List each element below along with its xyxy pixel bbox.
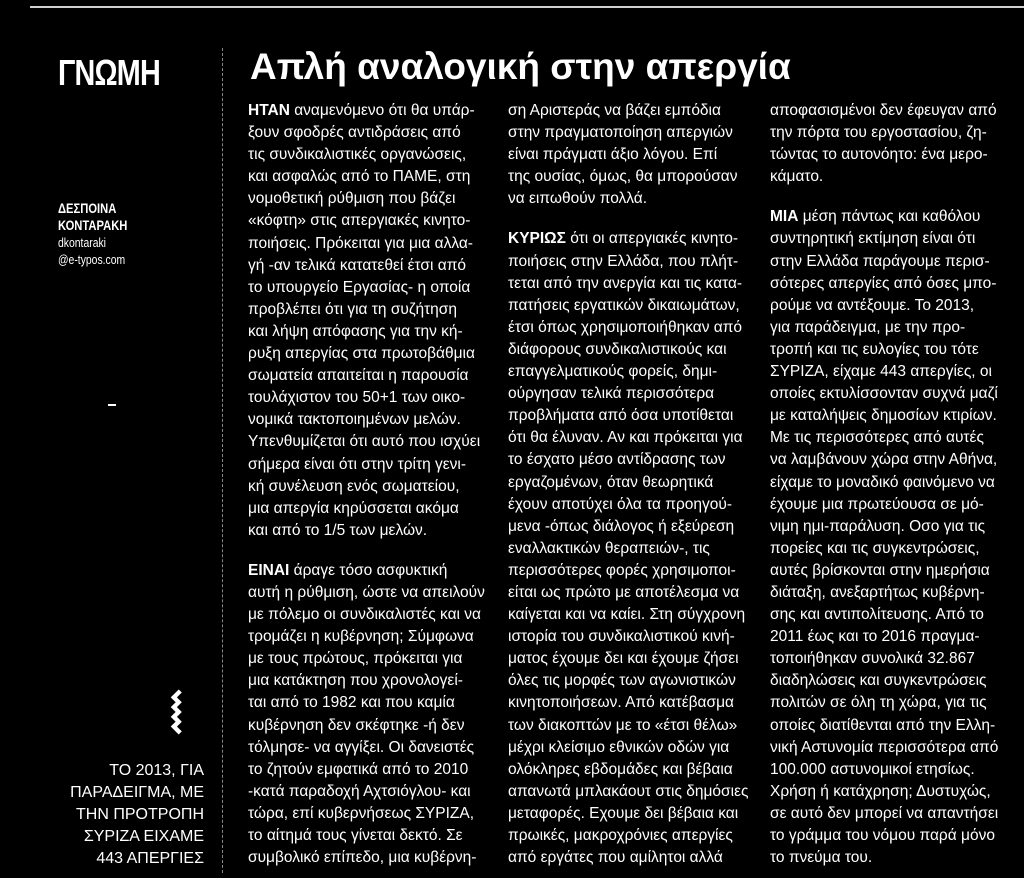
text-line: τώντας το αυτονόητο: ένα μερο- (770, 146, 988, 164)
article-column-1 (248, 100, 493, 869)
text-line: το πνεύμα του. (770, 849, 873, 867)
text-line: οποίες διατίθενται από την Ελλη- (770, 716, 996, 734)
text-line: ολόκληρες εβδομάδες και βέβαια (508, 760, 733, 778)
text-line: αυτές βρίσκονται στην ημερήσια (770, 561, 990, 579)
text-line: ποιήσεις στην Ελλάδα, που πλήτ- (508, 252, 739, 270)
text-line: πορείες και τις συγκεντρώσεις, (770, 539, 980, 557)
text-line: εργαζομένων, όταν θεωρητικά (508, 473, 714, 491)
text-line: να λαμβάνουν χώρα στην Αθήνα, (770, 451, 998, 469)
text-line: το υπουργείο Εργασίας- η οποία (248, 278, 471, 296)
text-line: σότερες απεργίες από όσες μπο- (770, 274, 997, 292)
text-line: απανωτά μπλακάουτ στις δημόσιες (508, 782, 749, 800)
pull-quote (34, 760, 204, 870)
text-line: νιμη ημι-παράλυση. Οσο για τις (770, 517, 986, 535)
article-paragraph (770, 206, 1015, 869)
text-line: αποφασισμένοι δεν έφευγαν από (770, 102, 997, 119)
pull-quote-line: 443 ΑΠΕΡΓΙΕΣ (96, 850, 204, 867)
text-line: ται από το 1982 και που καμία (248, 694, 455, 712)
pull-quote-line: ΤΗΝ ΠΡΟΤΡΟΠΗ (76, 806, 204, 823)
text-line: οποίες εκτυλίσσονταν συχνά μαζί (770, 385, 998, 403)
text-line: ξουν σφοδρές αντιδράσεις από (248, 124, 461, 142)
text-line: αυτή η ρύθμιση, ώστε να απειλούν (248, 583, 485, 601)
text-line: Με τις περισσότερες από αυτές (770, 429, 984, 447)
text-line: 2011 έως και το 2016 πραγμα- (770, 628, 980, 646)
article-paragraph (248, 100, 493, 542)
text-line (248, 100, 493, 122)
text-line-rest: ότι οι απεργιακές κινητο- (565, 230, 739, 248)
text-line: για παράδειγμα, με την προ- (770, 318, 966, 336)
text-line: συντηρητική εκτίμηση είναι ότι (770, 230, 976, 248)
text-line: είναι πράγματι άξιο λόγου. Επί (508, 146, 718, 164)
text-line: πολιτών σε όλη τη χώρα, για τις (770, 694, 987, 712)
text-line: να ειπωθούν πολλά. (508, 190, 648, 208)
text-line: Χρήση ή κατάχρηση; Δυστυχώς, (770, 782, 991, 800)
article-paragraph (508, 228, 753, 869)
text-line: καίγεται και να καίει. Στη σύγχρονη (508, 606, 746, 624)
text-line: τοποιήθηκαν συνολικά 32.867 (770, 650, 975, 668)
text-line: τροπή και τις ευλογίες του τότε (770, 340, 979, 358)
text-line: τουλάχιστον του 50+1 των οικο- (248, 389, 466, 407)
article-column-3 (770, 100, 1015, 869)
text-line: γή -αν τελικά κατατεθεί έτσι από (248, 256, 467, 274)
text-line: κάματο. (770, 168, 824, 186)
text-line: κή συνέλευση ενός σωματείου, (248, 477, 460, 495)
text-line: περισσότερες φορές χρησιμοποι- (508, 561, 736, 579)
text-line: έχουμε μια πρωτεύουσα σε μό- (770, 495, 984, 513)
text-line: τις συνδικαλιστικές οργανώσεις, (248, 146, 467, 164)
text-line: προβλέπει ότι για τη συζήτηση (248, 300, 457, 318)
text-line: επαγγελματικούς φορείς, δημι- (508, 363, 718, 381)
text-line: από εργάτες που αμίλητοι αλλά (508, 849, 723, 867)
author-email: @e-typos.com (58, 252, 126, 267)
text-line: στην πραγματοποίηση απεργιών (508, 124, 733, 142)
text-line: ση Αριστεράς να βάζει εμπόδια (508, 102, 721, 119)
text-line: ρυξη απεργίας στα πρωτοβάθμια (248, 345, 475, 363)
text-line: συμβολικό επίπεδο, μια κυβέρνη- (248, 849, 477, 867)
text-line: μενα -όπως διάλογος ή εξεύρεση (508, 517, 735, 535)
closing-quote-icon: ⧙ (170, 678, 183, 745)
text-line: είται ως πρώτο με αποτέλεσμα να (508, 583, 740, 601)
article-column-2 (508, 100, 753, 869)
sidebar-dash (108, 404, 116, 406)
article-headline: Απλή αναλογική στην απεργία (250, 46, 791, 87)
text-line: ΣΥΡΙΖΑ, είχαμε 443 απεργίες, οι (770, 363, 992, 381)
author-handle: dkontaraki (58, 235, 106, 250)
text-line: 100.000 αστυνομικοί ετησίως. (770, 760, 975, 778)
text-line: νική Αστυνομία περισσότερα από (770, 738, 999, 756)
text-line: με πόλεμο οι συνδικαλιστές και να (248, 606, 481, 624)
pull-quote-line: ΤΟ 2013, ΓΙΑ (109, 762, 204, 779)
text-line: κυβέρνηση δεν σκέφτηκε -ή δεν (248, 716, 465, 734)
text-line-rest: άραγε τόσο ασφυκτική (289, 561, 448, 579)
text-line: εναλλακτικών θεραπειών-, τις (508, 539, 710, 557)
text-line: τώρα, επί κυβερνήσεως ΣΥΡΙΖΑ, (248, 804, 475, 822)
text-line: ιστορία του συνδικαλιστικού κινή- (508, 628, 735, 646)
text-line: ματος έχουμε δει και έχουμε ζήσει (508, 650, 739, 668)
text-line: με καταλήψεις δημοσίων κτιρίων. (770, 407, 997, 425)
text-line: σης και αντιπολίτευσης. Από το (770, 606, 984, 624)
text-line: πατήσεις εργατικών δικαιωμάτων, (508, 296, 740, 314)
sidebar (0, 0, 220, 878)
text-line: τρομάζει η κυβέρνηση; Σύμφωνα (248, 628, 474, 646)
text-line: μια κατάκτηση που χρονολογεί- (248, 672, 463, 690)
text-line: μια απεργία κηρύσσεται ακόμα (248, 499, 459, 517)
text-line: διάφορους συνδικαλιστικούς και (508, 340, 727, 358)
text-line: των διακοπτών με το «έτσι θέλω» (508, 716, 738, 734)
text-line: το αίτημά τους γίνεται δεκτό. Σε (248, 827, 463, 844)
author-name-first: ΔΕΣΠΟΙΝΑ (58, 200, 117, 216)
text-line: μέχρι κλείσιμο εθνικών οδών για (508, 738, 730, 756)
text-line: προβλήματα από όσα υποτίθεται (508, 407, 734, 425)
text-line: σήμερα είναι ότι στην τρίτη γενι- (248, 455, 467, 473)
text-line: ποιήσεις. Πρόκειται για μια αλλα- (248, 234, 473, 252)
pull-quote-line: ΣΥΡΙΖΑ ΕΙΧΑΜΕ (83, 828, 204, 845)
article-paragraph (508, 100, 753, 210)
paragraph-lead-word: ΚΥΡΙΩΣ (508, 230, 566, 248)
text-line (508, 228, 753, 250)
text-line: και ασφαλώς από το ΠΑΜΕ, στη (248, 168, 471, 186)
text-line (248, 560, 493, 582)
pull-quote-line: ΠΑΡΑΔΕΙΓΜΑ, ΜΕ (70, 784, 204, 801)
text-line: στην Ελλάδα παράγουμε περισ- (770, 252, 990, 270)
text-line: Υπενθυμίζεται ότι αυτό που ισχύει (248, 433, 481, 451)
paragraph-lead-word: ΗΤΑΝ (248, 102, 290, 119)
author-byline (58, 200, 145, 268)
text-line: την πόρτα του εργοστασίου, ζη- (770, 124, 987, 142)
text-line: και λήψη απόφασης για την κή- (248, 322, 463, 340)
text-line (770, 206, 1015, 228)
text-line-rest: μέση πάντως και καθόλου (798, 208, 981, 226)
text-line: της ουσίας, όμως, θα μπορούσαν (508, 168, 738, 186)
text-line: «κόφτη» στις απεργιακές κινητο- (248, 212, 471, 230)
text-line: τεται από την ανεργία και τις κατα- (508, 274, 743, 292)
text-line: όλες τις μορφές των αγωνιστικών (508, 672, 736, 690)
section-label: ΓΝΩΜΗ (58, 52, 160, 93)
author-name-last: ΚΟΝΤΑΡΑΚΗ (58, 217, 128, 233)
text-line: ρούμε να αντέξουμε. Το 2013, (770, 296, 975, 314)
article-paragraph (770, 100, 1015, 188)
text-line: τόλμησε- να αγγίξει. Οι δανειστές (248, 738, 475, 756)
text-line-rest: αναμενόμενο ότι θα υπάρ- (289, 102, 475, 119)
text-line: το γράμμα του νόμου παρά μόνο (770, 827, 995, 844)
text-line: ότι θα έλυναν. Αν και πρόκειται για (508, 429, 743, 447)
text-line: νομικά τακτοποιημένων μελών. (248, 411, 461, 429)
text-line: ούργησαν τελικά περισσότερα (508, 385, 715, 403)
paragraph-lead-word: ΜΙΑ (770, 208, 799, 226)
text-line: διάταξη, ανεξαρτήτως κυβέρνη- (770, 583, 985, 601)
text-line: το έσχατο μέσο αντίδρασης των (508, 451, 726, 469)
text-line: με τους πρώτους, πρόκειται για (248, 650, 463, 668)
text-line: σωματεία απαιτείται η παρουσία (248, 367, 469, 385)
paragraph-lead-word: ΕΙΝΑΙ (248, 561, 290, 579)
text-line: μεταφορές. Εχουμε δει βέβαια και (508, 804, 739, 822)
text-line: κινητοποιήσεων. Από κατέβασμα (508, 694, 734, 712)
text-line: έτσι όπως χρησιμοποιήθηκαν από (508, 318, 743, 336)
text-line: διαδηλώσεις και συγκεντρώσεις (770, 672, 987, 690)
column-divider (222, 48, 223, 873)
text-line: είχαμε το μοναδικό φαινόμενο να (770, 473, 995, 491)
text-line: έχουν αποτύχει όλα τα προηγού- (508, 495, 733, 513)
text-line: -κατά παραδοχή Αχτσιόγλου- και (248, 782, 471, 800)
text-line: το ζητούν εμφατικά από το 2010 (248, 760, 469, 778)
text-line: νομοθετική ρύθμιση που βάζει (248, 190, 456, 208)
article-paragraph (248, 560, 493, 869)
text-line: σε αυτό δεν μπορεί να απαντήσει (770, 804, 999, 822)
text-line: και από το 1/5 των μελών. (248, 521, 428, 539)
text-line: πρωικές, μακροχρόνιες απεργίες (508, 827, 733, 844)
